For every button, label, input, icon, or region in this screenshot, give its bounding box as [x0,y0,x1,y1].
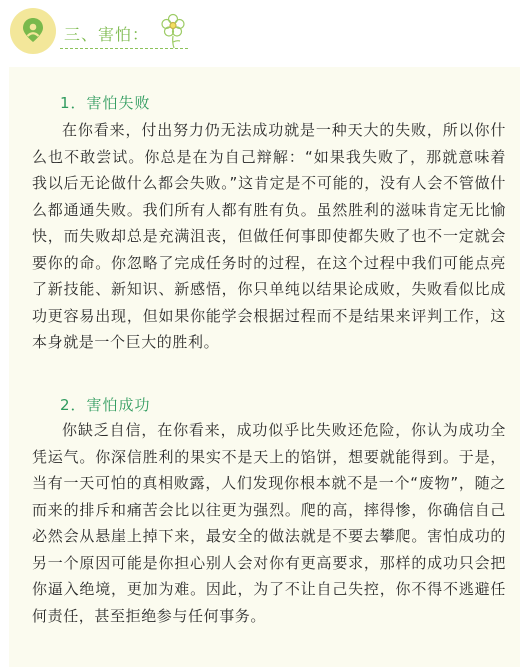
section-heading-fear-of-failure: 1．害怕失败 [60,94,151,112]
section-badge [10,8,56,54]
section-title: 三、害怕： [64,25,150,44]
section-heading-fear-of-success: 2．害怕成功 [60,396,151,414]
map-pin-person-icon [21,17,45,45]
section-header [0,0,529,62]
article-body [9,67,520,667]
paragraph-fear-of-success: 你缺乏自信，在你看来，成功似乎比失败还危险，你认为成功全凭运气。你深信胜利的果实不是天上的馅饼，想要就能得到。于是，当有一天可怕的真相败露，人们发现你根本就不是一个“废物”，随之而来的排斥和痛苦会比以往更为强烈。爬的高，摔得惨，你确信自己必然会从悬崖上掉下来，最安全的做法就是不要去攀爬。害怕成功的另一个原因可能是你担心别人会对你有更高要求，那样的成功只会把你逼入绝境，更加为难。因此，为了不让自己失控，你不得不逃避任何责任，甚至拒绝参与任何事务。 [32,421,506,625]
paragraph-fear-of-failure: 在你看来，付出努力仍无法成功就是一种天大的失败，所以你什么也不敢尝试。你总是在为自己辩解：“如果我失败了，那就意味着我以后无论做什么都会失败。”这肯定是不可能的，没有人会不管做什么都通通失败。我们所有人都有胜有负。虽然胜利的滋味肯定无比愉快，而失败却总是充满沮丧，但做任何事即使都失败了也不一定就会要你的命。你忽略了完成任务时的过程，在这个过程中我们可能点亮了新技能、新知识、新感悟，你只单纯以结果论成败，失败看似比成功更容易出现，但如果你能学会根据过程而不是结果来评判工作，这本身就是一个巨大的胜利。 [32,121,506,351]
flower-icon [160,13,186,49]
